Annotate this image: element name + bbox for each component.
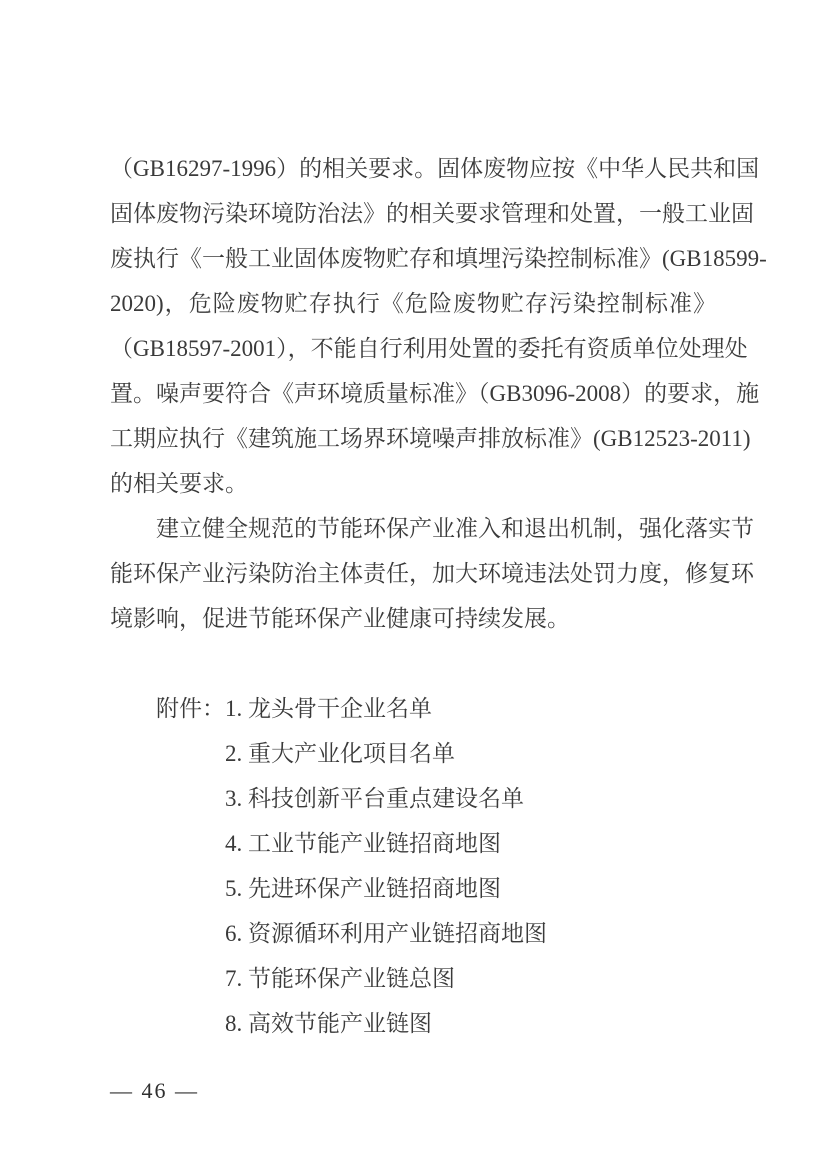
attachment-item: 7. 节能环保产业链总图 — [225, 966, 455, 991]
document-body — [110, 146, 767, 1046]
text-line: 工期应执行《建筑施工场界环境噪声排放标准》(GB12523-2011) — [110, 426, 751, 451]
text-line: 2020)，危险废物贮存执行《危险废物贮存污染控制标准》 — [110, 291, 716, 316]
text-line: （GB18597-2001），不能自行利用处置的委托有资质单位处理处 — [110, 336, 748, 361]
page-number: — 46 — — [110, 1078, 199, 1103]
text-line: 建立健全规范的节能环保产业准入和退出机制，强化落实节 — [156, 516, 754, 541]
text-line: （GB16297-1996）的相关要求。固体废物应按《中华人民共和国 — [110, 156, 760, 181]
text-line: 固体废物污染环境防治法》的相关要求管理和处置，一般工业固 — [110, 201, 754, 226]
body-paragraph-2 — [110, 506, 754, 641]
attachment-items — [225, 686, 547, 1046]
text-line: 置。噪声要符合《声环境质量标准》（GB3096-2008）的要求，施 — [110, 381, 760, 406]
attachment-label: 附件： — [156, 696, 225, 721]
attachment-list — [110, 686, 716, 1046]
text-line: 的相关要求。 — [110, 471, 248, 496]
attachment-item: 5. 先进环保产业链招商地图 — [225, 876, 501, 901]
text-line: 境影响，促进节能环保产业健康可持续发展。 — [110, 606, 570, 631]
attachment-item: 8. 高效节能产业链图 — [225, 1011, 432, 1036]
body-paragraph-1 — [110, 146, 767, 506]
attachment-item: 2. 重大产业化项目名单 — [225, 741, 455, 766]
attachment-item: 1. 龙头骨干企业名单 — [225, 696, 432, 721]
text-line: 废执行《一般工业固体废物贮存和填埋污染控制标准》(GB18599- — [110, 246, 767, 271]
attachment-item: 3. 科技创新平台重点建设名单 — [225, 786, 524, 811]
text-line: 能环保产业污染防治主体责任，加大环境违法处罚力度，修复环 — [110, 561, 754, 586]
attachment-item: 4. 工业节能产业链招商地图 — [225, 831, 501, 856]
attachment-item: 6. 资源循环利用产业链招商地图 — [225, 921, 547, 946]
